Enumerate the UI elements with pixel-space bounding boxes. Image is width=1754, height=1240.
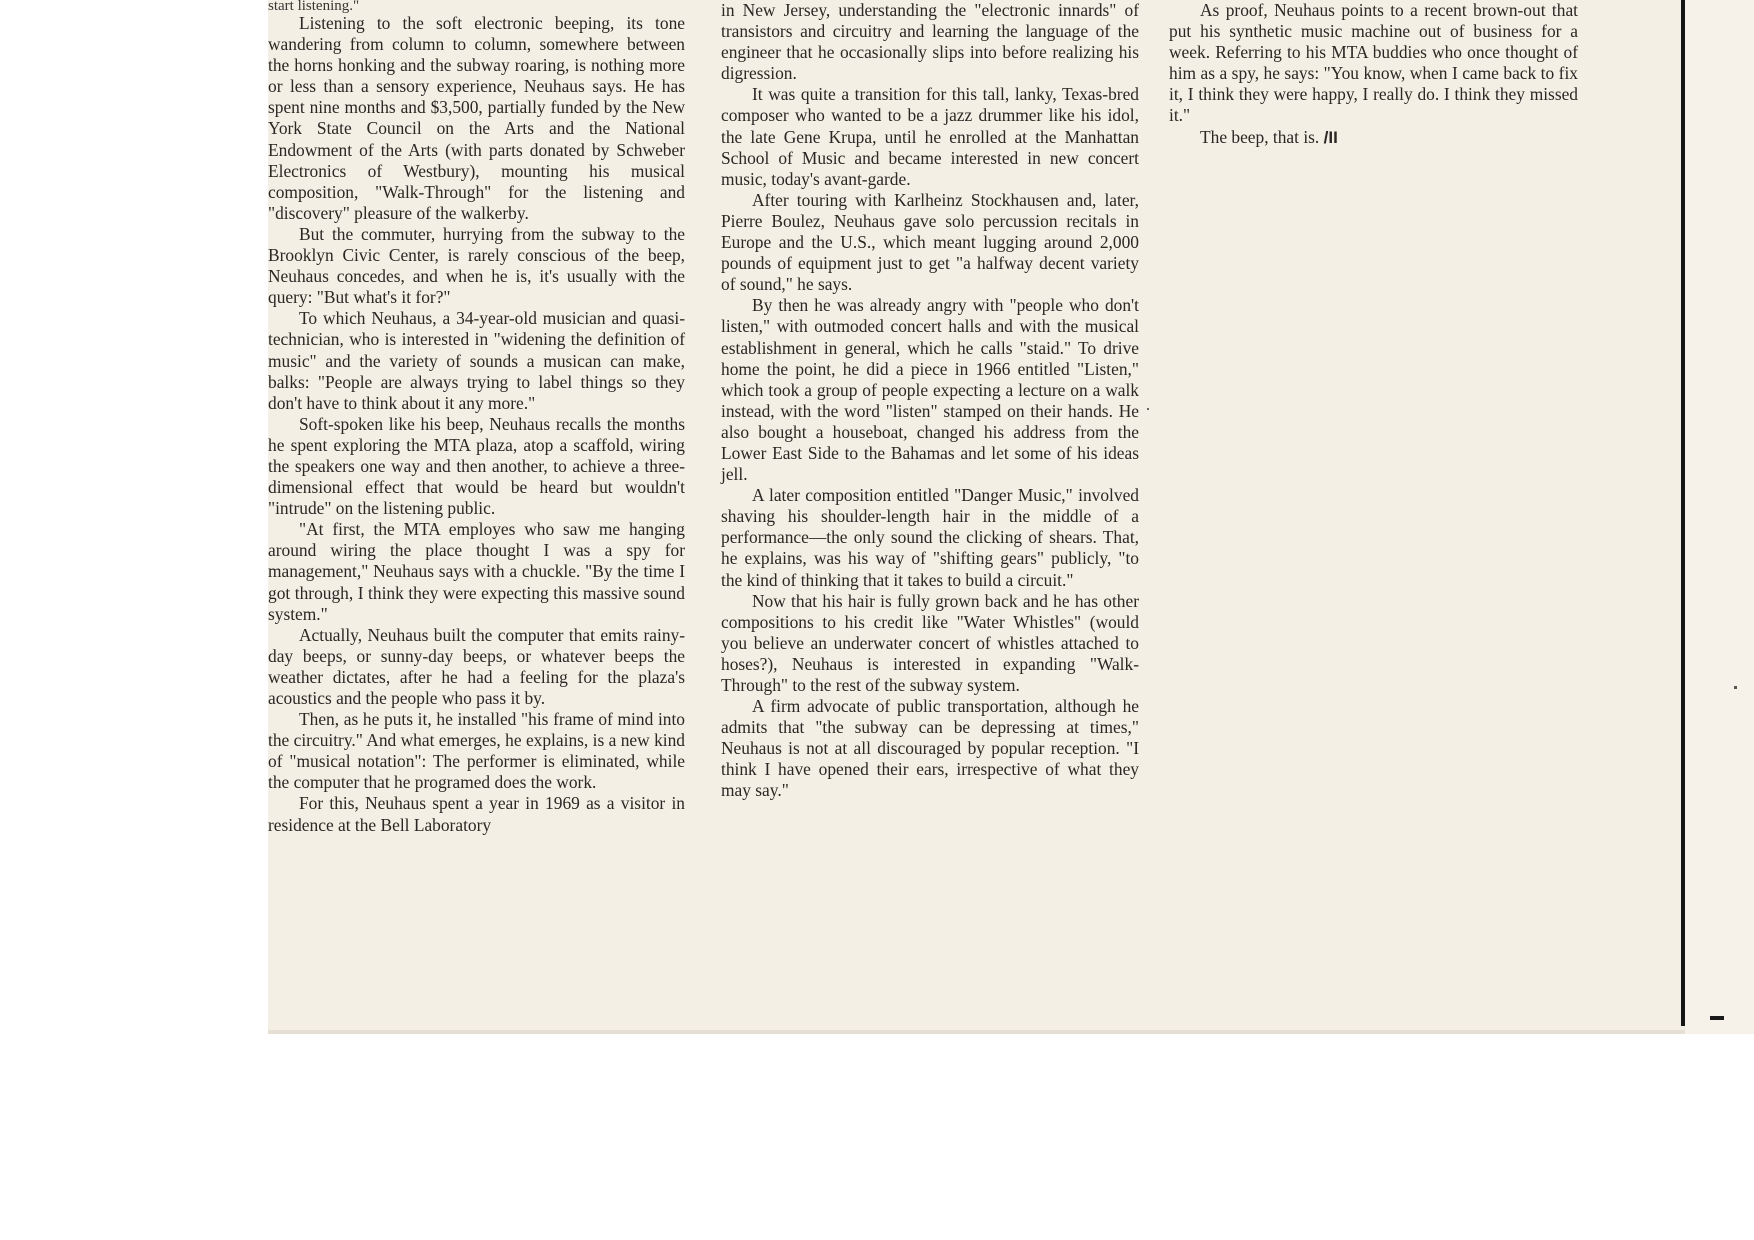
paragraph: After touring with Karlheinz Stockhausen and, later, Pierre Boulez, Neuhaus gave solo percussion recitals in Europe and the U.S., which meant lugging around 2,000 pounds of equipment just to get "a halfway decent variety of sound," he says. [721,189,1139,295]
paragraph: "At first, the MTA employes who saw me hanging around wiring the place thought I was a spy for management," Neuhaus says with a chuckle. "By the time I got through, I think they were expecting this massive sound system." [268,519,685,624]
paragraph: But the commuter, hurrying from the subway to the Brooklyn Civic Center, is rarely conscious of the beep, Neuhaus concedes, and when he is, it's usually with the query: "But what's it for?" [268,223,685,308]
closing-paragraph [1169,127,1578,148]
closing-line: The beep, that is. [1200,126,1320,147]
article-column-2 [721,0,1139,802]
paragraph: Soft-spoken like his beep, Neuhaus recalls the months he spent exploring the MTA plaza, atop a scaffold, wiring the speakers one way and then another, to achieve a three-dimensional effect that would be heard but wouldn't "intrude" on the listening public. [268,413,685,519]
article-column-3 [1169,0,1578,148]
paragraph: A later composition entitled "Danger Music," involved shaving his shoulder-length hair in the middle of a performance—the only sound the clicking of shears. That, he explains, was his way of "shifting gears" publicly, "to the kind of thinking that it takes to build a circuit." [721,485,1139,590]
paragraph: in New Jersey, understanding the "electronic innards" of transistors and circuitry and learning the language of the engineer that he occasionally slips into before realizing his digression. [721,0,1139,84]
paragraph: Listening to the soft electronic beeping, its tone wandering from column to column, somewhere between the horns honking and the subway roaring, is nothing more or less than a sensory experience, Neuhaus says. He has spent nine months and $3,500, partially funded by the New York State Council on the Arts and the National Endowment of the Arts (with parts donated by Schweber Electronics of Westbury), mounting his musical composition, "Walk-Through" for the listening and "discovery" pleasure of the walkerby. [268,13,685,223]
paragraph: A firm advocate of public transportation, although he admits that "the subway can be depressing at times," Neuhaus is not at all discouraged by popular reception. "I think I have opened their ears, irrespective of what they may say." [721,696,1139,801]
article-column-1 [268,0,685,836]
end-mark: /II [1323,127,1338,147]
clipping-margin-strip [1685,0,1754,1034]
paragraph: As proof, Neuhaus points to a recent brown-out that put his synthetic music machine out of business for a week. Referring to his MTA buddies who once thought of him as a spy, he says: "You know, when I came back to fix it, I think they were happy, I really do. I think they missed it." [1169,0,1578,126]
ink-speck [1710,1016,1724,1020]
paragraph: For this, Neuhaus spent a year in 1969 as a visitor in residence at the Bell Laboratory [268,793,685,835]
cut-off-line: start listening." [268,0,360,13]
paragraph: Actually, Neuhaus built the computer that emits rainy-day beeps, or sunny-day beeps, or whatever beeps the weather dictates, after he had a feeling for the plaza's acoustics and the people who pass it by. [268,624,685,708]
ink-speck [1147,408,1149,410]
paragraph: To which Neuhaus, a 34-year-old musician and quasi-technician, who is interested in "widening the definition of music" and the variety of sounds a musican can make, balks: "People are always trying to label things so they don't have to think about it any more." [268,308,685,413]
clipping-bottom-edge [268,1030,1688,1034]
ink-speck [1734,686,1737,689]
paragraph: Then, as he puts it, he installed "his frame of mind into the circuitry." And what emerges, he explains, is a new kind of "musical notation": The performer is eliminated, while the computer that he programed does the work. [268,709,685,793]
paragraph: It was quite a transition for this tall, lanky, Texas-bred composer who wanted to be a jazz drummer like his idol, the late Gene Krupa, until he enrolled at the Manhattan School of Music and became interested in new concert music, today's avant-garde. [721,84,1139,189]
paragraph: Now that his hair is fully grown back and he has other compositions to his credit like "Water Whistles" (would you believe an underwater concert of whistles attached to hoses?), Neuhaus is interested in expanding "Walk-Through" to the rest of the subway system. [721,590,1139,695]
paragraph: By then he was already angry with "people who don't listen," with outmoded concert halls and with the musical establishment in general, which he calls "staid." To drive home the point, he did a piece in 1966 entitled "Listen," which took a group of people expecting a lecture on a walk instead, with the word "listen" stamped on their hands. He also bought a houseboat, changed his address from the Lower East Side to the Bahamas and let some of his ideas jell. [721,295,1139,485]
